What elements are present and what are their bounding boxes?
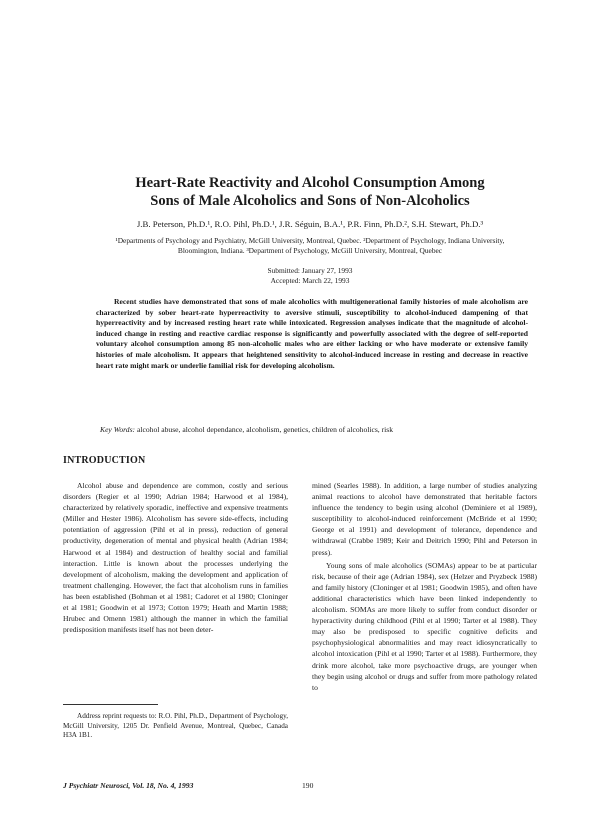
left-column — [63, 480, 288, 637]
page-number: 190 — [302, 781, 314, 790]
title-line-1: Heart-Rate Reactivity and Alcohol Consumption Among — [135, 175, 485, 191]
paragraph: Young sons of male alcoholics (SOMAs) appear to be at particular risk, because of their age (Adrian 1984), sex (Helzer and Pryzbeck 1988) and family history (Cloninger et al 1981; Goodwin 1985), and often have additional characteristics which have been linked independently to alcoholism. SOMAs are more likely to suffer from conduct disorder or hyperactivity during childhood (Pihl et al 1990; Tarter et al 1988). They may also be predisposed to specific cognitive deficits and psychophysiological abnormalities and may react idiosyncratically to alcohol intoxication (Pihl et al 1990; Tarter et al 1988). Furthermore, they drink more alcohol, take more psychoactive drugs, are younger when they begin using alcohol or drugs and suffer from more pathology related to — [312, 560, 537, 692]
abstract: Recent studies have demonstrated that sons of male alcoholics with multigenerational family histories of male alcoholism are characterized by sober heart-rate hyperreactivity to aversive stimuli, susceptibility to alcohol-induced dampening of that hyperreactivity and by increased resting heart rate while intoxicated. Regression analyses indicate that the magnitude of alcohol-induced change in resting and reactive cardiac response is significantly and powerfully associated with the degree of self-reported voluntary alcohol consumption among 85 non-alcoholic males who are either lacking or who have moderate or extensive family histories of male alcoholism. It appears that heightened sensitivity to alcohol-induced increase in resting and decrease in reactive heart rate might mark or underlie familial risk for developing alcoholism. — [96, 297, 528, 370]
keywords-list: alcohol abuse, alcohol dependance, alcoholism, genetics, children of alcoholics, risk — [137, 425, 393, 434]
keywords — [100, 425, 530, 435]
author-list: J.B. Peterson, Ph.D.¹, R.O. Pihl, Ph.D.¹, J.R. Séguin, B.A.¹, P.R. Finn, Ph.D.², S.H. Stewart, Ph.D.³ — [136, 219, 484, 229]
submission-dates — [150, 266, 470, 285]
paragraph: mined (Searles 1988). In addition, a large number of studies analyzing animal reactions to alcohol have demonstrated that heritable factors influence the tendency to begin using alcohol (Deminiere et al 1989), susceptibility to alcohol-induced reinforcement (McBride et al 1990; George et al 1991) and development of tolerance, dependence and withdrawal (Crabbe 1989; Keir and Deitrich 1990; Pihl and Peterson in press). — [312, 481, 537, 557]
accepted-date: Accepted: March 22, 1993 — [270, 275, 350, 285]
right-column — [312, 480, 537, 695]
paragraph: Alcohol abuse and dependence are common, costly and serious disorders (Regier et al 1990; Adrian 1984; Harwood et al 1984), characterized by relatively sporadic, ineffective and expensive treatments (Miller and Hester 1986). Alcoholism has severe side-effects, including potentiation of aggression (Pihl et al in press), reduction of general productivity, degeneration of mental and physical health (Adrian 1984; Harwood et al 1984) and destruction of healthy social and familial interaction. Little is known about the processes underlying the development of alcoholism, making the development and application of treatment challenging. However, the fact that alcoholism runs in families has been established (Bohman et al 1981; Cadoret et al 1980; Cloninger et al 1981; Goodwin et al 1973; Cotton 1979; Heath and Martin 1988; Hrubec and Omenn 1981) although the manner in which the familial predisposition manifests itself has not been deter- — [63, 481, 288, 635]
submitted-date: Submitted: January 27, 1993 — [267, 266, 353, 275]
title-line-2: Sons of Male Alcoholics and Sons of Non-Alcoholics — [150, 193, 470, 209]
reprint-footnote: Address reprint requests to: R.O. Pihl, Ph.D., Department of Psychology, McGill University, 1205 Dr. Penfield Avenue, Montreal, Quebec, Canada H3A 1B1. — [63, 712, 288, 740]
journal-citation: J Psychiatr Neurosci, Vol. 18, No. 4, 1993 — [63, 781, 194, 790]
keywords-label: Key Words: — [100, 425, 136, 434]
section-heading-introduction: INTRODUCTION — [63, 455, 146, 466]
article-title — [60, 174, 560, 210]
author-affiliations: ¹Departments of Psychology and Psychiatry, McGill University, Montreal, Quebec. ²Department of Psychology, Indiana University, Bloomington, Indiana. ³Department of Psychology, McGill University, Montreal, Quebec — [115, 236, 505, 255]
footnote-divider — [63, 704, 158, 705]
